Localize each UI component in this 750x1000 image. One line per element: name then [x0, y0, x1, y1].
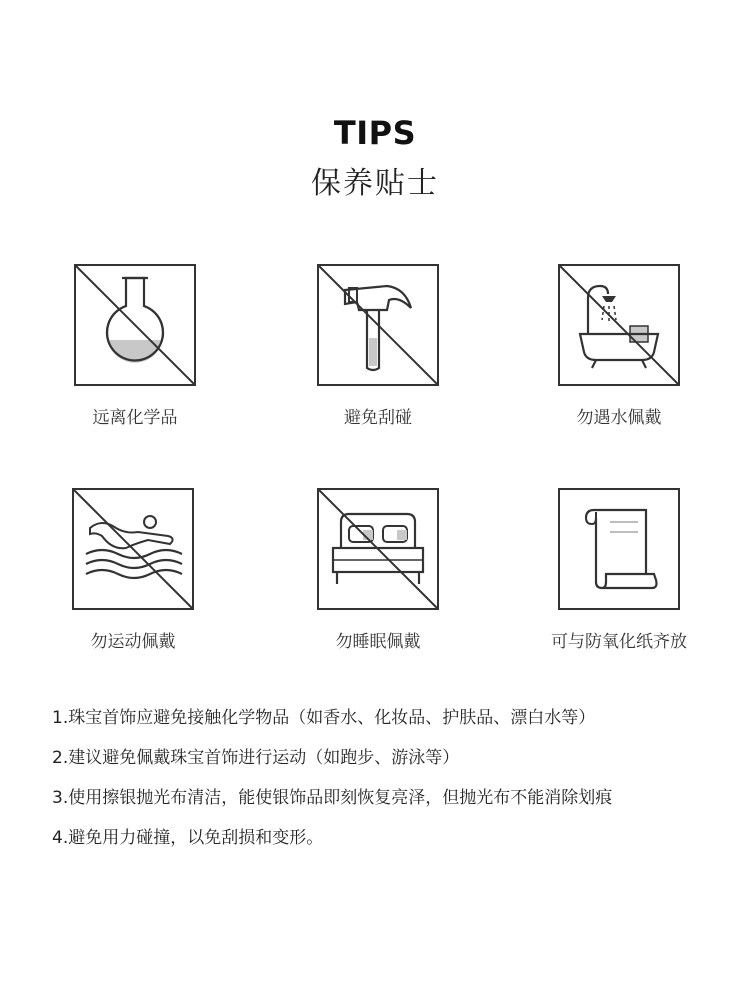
caption-scroll: 可与防氧化纸齐放 — [551, 632, 687, 652]
note-2: 2.建议避免佩戴珠宝首饰进行运动（如跑步、游泳等） — [52, 748, 460, 768]
caption-swimmer: 勿运动佩戴 — [90, 632, 176, 652]
care-notes — [52, 698, 732, 858]
tips-title: TIPS — [333, 114, 417, 152]
tile-hammer — [317, 264, 439, 386]
note-1: 1.珠宝首饰应避免接触化学物品（如香水、化妆品、护肤品、漂白水等） — [52, 708, 596, 728]
tile-bathtub — [558, 264, 680, 386]
caption-flask: 远离化学品 — [92, 408, 178, 428]
bed-icon — [317, 488, 439, 610]
scroll-icon — [558, 488, 680, 610]
tips-subtitle: 保养贴士 — [311, 166, 439, 201]
flask-icon — [74, 264, 196, 386]
tile-bed — [317, 488, 439, 610]
swimmer-icon — [72, 488, 194, 610]
hammer-icon — [317, 264, 439, 386]
caption-bed: 勿睡眠佩戴 — [335, 632, 421, 652]
caption-hammer: 避免刮碰 — [344, 408, 412, 428]
tile-flask — [74, 264, 196, 386]
note-4: 4.避免用力碰撞，以免刮损和变形。 — [52, 828, 324, 848]
tile-scroll — [558, 488, 680, 610]
note-3: 3.使用擦银抛光布清洁，能使银饰品即刻恢复亮泽，但抛光布不能消除划痕 — [52, 788, 613, 808]
bathtub-icon — [558, 264, 680, 386]
tile-swimmer — [72, 488, 194, 610]
caption-bathtub: 勿遇水佩戴 — [576, 408, 662, 428]
